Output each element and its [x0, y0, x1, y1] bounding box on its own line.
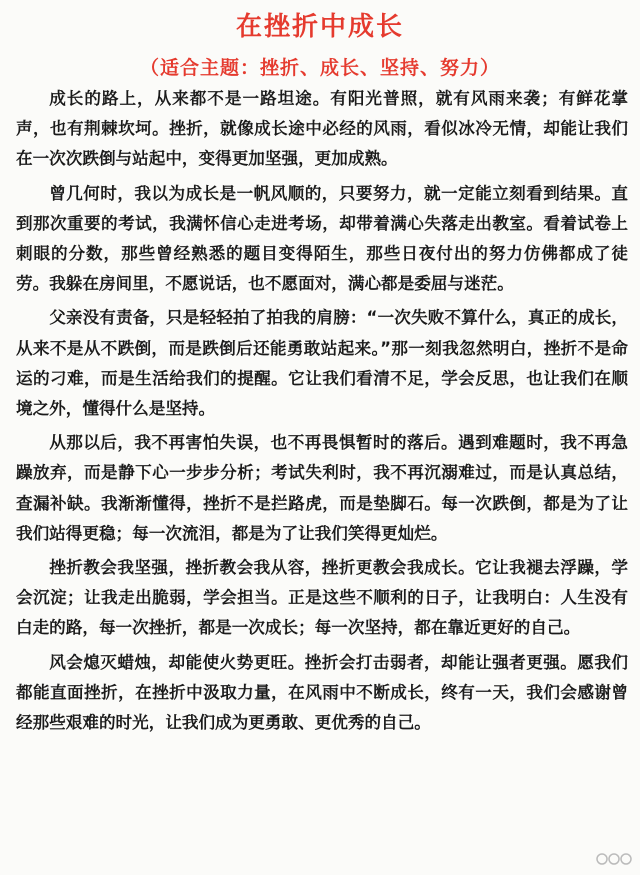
paragraph-3: 父亲没有责备，只是轻轻拍了拍我的肩膀：“一次失败不算什么，真正的成长，从来不是从不跌倒，而是跌倒后还能勇敢站起来。”那一刻我忽然明白，挫折不是命运的刁难，而是生活给我们的提醒。它让我们看清不足，学会反思，也让我们在顺境之外，懂得什么是坚持。 [16, 308, 628, 419]
watermark-icon [594, 849, 634, 869]
article-title: 在挫折中成长 [235, 12, 404, 42]
paragraph-1: 成长的路上，从来都不是一路坦途。有阳光普照，就有风雨来袭；有鲜花掌声，也有荆棘坎坷。挫折，就像成长途中必经的风雨，看似冰冷无情，却能让我们在一次次跌倒与站起中，变得更加坚强，更加成熟。 [16, 89, 628, 169]
article-body [0, 84, 640, 738]
paragraph-2: 曾几何时，我以为成长是一帆风顺的，只要努力，就一定能立刻看到结果。直到那次重要的考试，我满怀信心走进考场，却带着满心失落走出教室。看着试卷上刺眼的分数，那些曾经熟悉的题目变得陌生，那些日夜付出的努力仿佛都成了徒劳。我躲在房间里，不愿说话，也不愿面对，满心都是委屈与迷茫。 [16, 183, 628, 294]
paragraph-6: 风会熄灭蜡烛，却能使火势更旺。挫折会打击弱者，却能让强者更强。愿我们都能直面挫折，在挫折中汲取力量，在风雨中不断成长，终有一天，我们会感谢曾经那些艰难的时光，让我们成为更勇敢、更优秀的自己。 [16, 652, 628, 733]
article-subtitle: （适合主题：挫折、成长、坚持、努力） [139, 57, 500, 79]
paragraph-5: 挫折教会我坚强，挫折教会我从容，挫折更教会我成长。它让我褪去浮躁，学会沉淀；让我走出脆弱，学会担当。正是这些不顺利的日子，让我明白：人生没有白走的路，每一次挫折，都是一次成长；每一次坚持，都在靠近更好的自己。 [16, 558, 628, 638]
paragraph-4: 从那以后，我不再害怕失误，也不再畏惧暂时的落后。遇到难题时，我不再急躁放弃，而是静下心一步步分析；考试失利时，我不再沉溺难过，而是认真总结，查漏补缺。我渐渐懂得，挫折不是拦路虎，而是垫脚石。每一次跌倒，都是为了让我们站得更稳；每一次流泪，都是为了让我们笑得更灿烂。 [16, 433, 628, 543]
